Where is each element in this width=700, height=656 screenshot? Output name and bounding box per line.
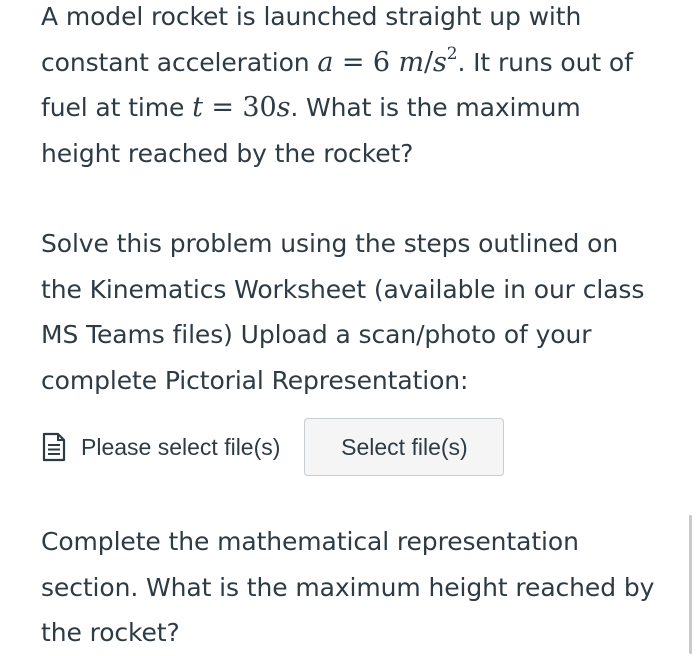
question-text-part3: . What is the maximum height reached by the rocket? [41,93,581,168]
equals-sign: = [333,46,373,78]
time-equation [192,92,290,123]
question-math-representation: Complete the mathematical representation section. What is the maximum height reached by the rocket? [41,527,655,647]
unit-seconds: s [432,46,447,78]
question-rocket-text [41,0,661,176]
unit-meters: m [398,46,424,78]
question-text-part2: . It runs out of fuel at time [41,47,633,122]
unit-slash: / [423,46,433,78]
file-upload-row [41,418,504,476]
question-text-part1: A model rocket is launched straight up with constant acceleration [41,2,582,77]
question-upload-instructions: Solve this problem using the steps outlined on the Kinematics Worksheet (available in our class MS Teams files) Upload a scan/photo of your complete Pictorial Representation: [41,229,645,395]
unit-exponent: 2 [446,43,458,64]
time-value: 30 [242,92,277,123]
scrollbar-thumb[interactable] [689,515,692,654]
document-icon [41,432,67,462]
time-unit: s [276,92,291,123]
equals-sign-2: = [202,92,243,123]
file-status-label: Please select file(s) [81,433,281,460]
variable-a: a [317,46,334,78]
variable-t: t [192,92,203,123]
acceleration-equation [317,43,458,78]
select-files-button[interactable]: Select file(s) [304,418,504,476]
acceleration-value: 6 [372,46,390,78]
